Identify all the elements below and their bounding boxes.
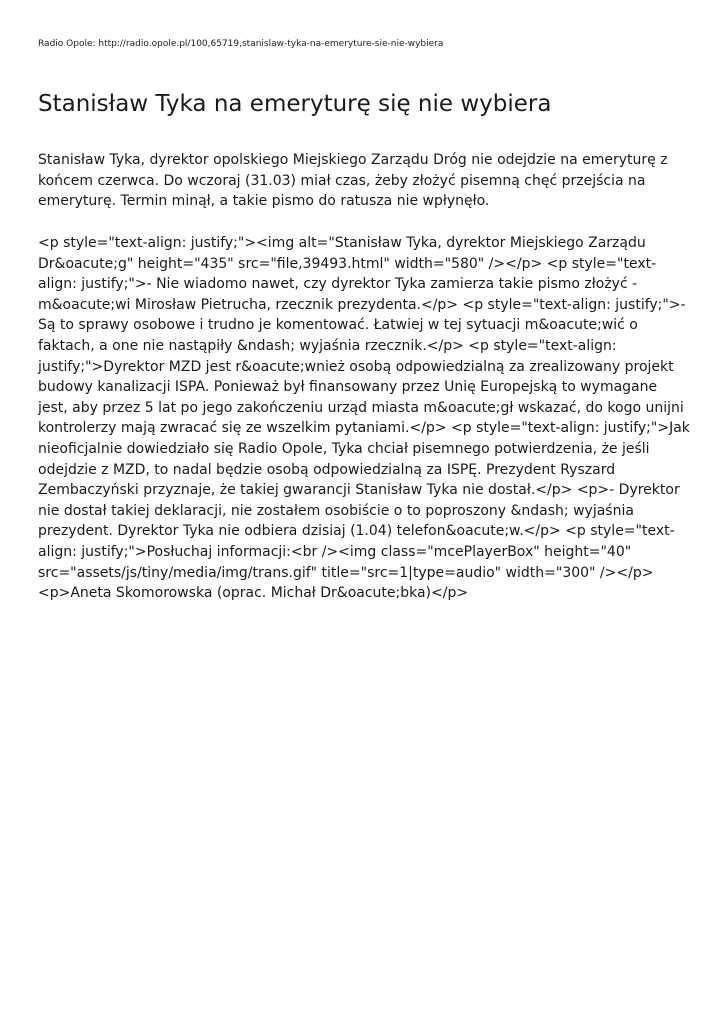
article-title: Stanisław Tyka na emeryturę się nie wybiera [38, 91, 552, 117]
source-line: Radio Opole: http://radio.opole.pl/100,65719,stanislaw-tyka-na-emeryture-sie-nie-wybiera [38, 39, 444, 49]
article-body: <p style="text-align: justify;"><img alt="Stanisław Tyka, dyrektor Miejskiego Zarządu Dr&oacute;g" height="435" src="file,39493.html" width="580" /></p> <p style="text-align: justify;">- Nie wiadomo nawet, czy dyrektor Tyka zamierza takie pismo złożyć - m&oacute;wi Mirosław Pietrucha, rzecznik prezydenta.</p> <p style="text-align: justify;">- Są to sprawy osobowe i trudno je komentować. Łatwiej w tej sytuacji m&oacute;wić o faktach, a one nie nastąpiły &ndash; wyjaśnia rzecznik.</p> <p style="text-align: justify;">Dyrektor MZD jest r&oacute;wnież osobą odpowiedzialną za zrealizowany projekt budowy kanalizacji ISPA. Ponieważ był finansowany przez Unię Europejską to wymagane jest, aby przez 5 lat po jego zakończeniu urząd miasta m&oacute;gł wskazać, do kogo unijni kontrolerzy mają zwracać się ze wszelkim pytaniami.</p> <p style="text-align: justify;">Jak nieoficjalnie dowiedziało się Radio Opole, Tyka chciał pisemnego potwierdzenia, że jeśli odejdzie z MZD, to nadal będzie osobą odpowiedzialną za ISPĘ. Prezydent Ryszard Zembaczyński przyznaje, że takiej gwarancji Stanisław Tyka nie dostał.</p> <p>- Dyrektor nie dostał takiej deklaracji, nie zostałem osobiście o to poproszony &ndash; wyjaśnia prezydent. Dyrektor Tyka nie odbiera dzisiaj (1.04) telefon&oacute;w.</p> <p style="text-align: justify;">Posłuchaj informacji:<br /><img class="mcePlayerBox" height="40" src="assets/js/tiny/media/img/trans.gif" title="src=1|type=audio" width="300" /></p> <p>Aneta Skomorowska (oprac. Michał Dr&oacute;bka)</p> [38, 235, 690, 602]
article-lead: Stanisław Tyka, dyrektor opolskiego Miejskiego Zarządu Dróg nie odejdzie na emeryturę z końcem czerwca. Do wczoraj (31.03) miał czas, żeby złożyć pisemną chęć przejścia na emeryturę. Termin minął, a takie pismo do ratusza nie wpłynęło. [38, 152, 668, 210]
